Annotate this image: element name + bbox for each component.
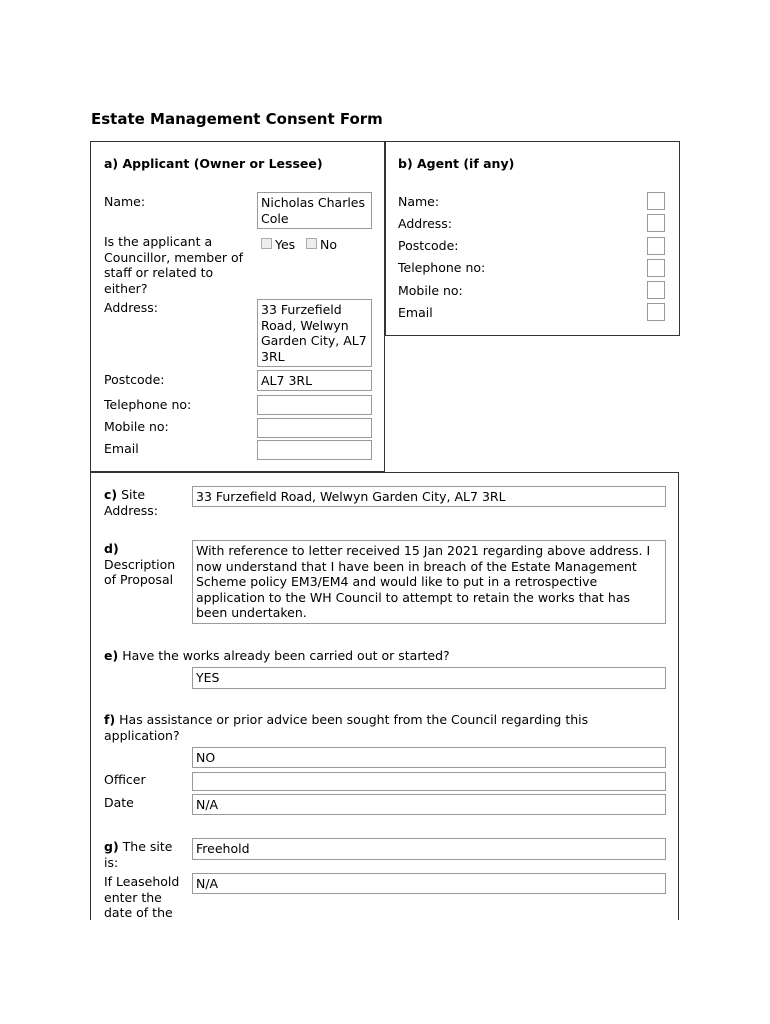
councillor-question: Is the applicant a Councillor, member of staff or related to either? bbox=[104, 234, 244, 296]
agent-telephone-label: Telephone no: bbox=[398, 260, 486, 275]
yes-label: Yes bbox=[275, 237, 296, 252]
agent-mobile-label: Mobile no: bbox=[398, 283, 463, 298]
applicant-name-field[interactable]: Nicholas Charles Cole bbox=[257, 192, 372, 229]
works-prefix: e) bbox=[104, 648, 119, 663]
advice-prefix: f) bbox=[104, 712, 116, 727]
proposal-label-text: Description of Proposal bbox=[104, 556, 176, 587]
agent-name-field[interactable] bbox=[647, 192, 665, 210]
agent-telephone-field[interactable] bbox=[647, 259, 665, 277]
works-field[interactable]: YES bbox=[192, 667, 666, 689]
leasehold-label: If Leasehold enter the date of the bbox=[104, 874, 180, 920]
works-question bbox=[104, 648, 450, 664]
agent-postcode-label: Postcode: bbox=[398, 238, 459, 253]
agent-postcode-field[interactable] bbox=[647, 237, 665, 255]
agent-mobile-field[interactable] bbox=[647, 281, 665, 299]
applicant-address-label: Address: bbox=[104, 300, 158, 315]
site-prefix: c) bbox=[104, 487, 118, 502]
agent-address-field[interactable] bbox=[647, 214, 665, 232]
site-address-label bbox=[104, 487, 179, 518]
agent-email-field[interactable] bbox=[647, 303, 665, 321]
agent-heading: b) Agent (if any) bbox=[398, 156, 515, 171]
form-title: Estate Management Consent Form bbox=[91, 110, 383, 128]
applicant-postcode-field[interactable]: AL7 3RL bbox=[257, 370, 372, 391]
yes-checkbox[interactable] bbox=[261, 238, 272, 249]
applicant-heading: a) Applicant (Owner or Lessee) bbox=[104, 156, 323, 171]
advice-question-text: Has assistance or prior advice been sought from the Council regarding this application? bbox=[104, 712, 589, 743]
tenure-prefix: g) bbox=[104, 839, 119, 854]
advice-question bbox=[104, 712, 624, 743]
councillor-yes-option[interactable] bbox=[261, 237, 295, 252]
tenure-label-text: The site is: bbox=[104, 839, 173, 870]
applicant-mobile-label: Mobile no: bbox=[104, 419, 169, 434]
applicant-name-label: Name: bbox=[104, 194, 146, 209]
applicant-email-field[interactable] bbox=[257, 440, 372, 460]
date-field[interactable]: N/A bbox=[192, 794, 666, 815]
agent-section bbox=[385, 141, 680, 336]
proposal-prefix: d) bbox=[104, 541, 119, 556]
applicant-telephone-label: Telephone no: bbox=[104, 397, 192, 412]
officer-field[interactable] bbox=[192, 772, 666, 791]
date-label: Date bbox=[104, 795, 134, 810]
applicant-email-label: Email bbox=[104, 441, 139, 456]
applicant-mobile-field[interactable] bbox=[257, 418, 372, 438]
officer-label: Officer bbox=[104, 772, 146, 787]
advice-field[interactable]: NO bbox=[192, 747, 666, 768]
agent-email-label: Email bbox=[398, 305, 433, 320]
leasehold-field[interactable]: N/A bbox=[192, 873, 666, 894]
site-address-field[interactable]: 33 Furzefield Road, Welwyn Garden City, AL7 3RL bbox=[192, 486, 666, 507]
applicant-section bbox=[90, 141, 385, 472]
details-section bbox=[90, 472, 679, 920]
proposal-label bbox=[104, 541, 184, 588]
works-question-text: Have the works already been carried out or started? bbox=[122, 648, 450, 663]
applicant-address-field[interactable]: 33 Furzefield Road, Welwyn Garden City, AL7 3RL bbox=[257, 299, 372, 367]
agent-name-label: Name: bbox=[398, 194, 440, 209]
no-label: No bbox=[320, 237, 337, 252]
no-checkbox[interactable] bbox=[306, 238, 317, 249]
tenure-label bbox=[104, 839, 184, 870]
agent-address-label: Address: bbox=[398, 216, 452, 231]
applicant-telephone-field[interactable] bbox=[257, 395, 372, 415]
tenure-field[interactable]: Freehold bbox=[192, 838, 666, 860]
proposal-field[interactable]: With reference to letter received 15 Jan 2021 regarding above address. I now understand that I have been in breach of the Estate Management Scheme policy EM3/EM4 and would like to put in a retrospective application to the WH Council to attempt to retain the works that has been undertaken. bbox=[192, 540, 666, 624]
site-label-text: Site Address: bbox=[104, 487, 158, 518]
applicant-postcode-label: Postcode: bbox=[104, 372, 165, 387]
councillor-no-option[interactable] bbox=[306, 237, 337, 252]
